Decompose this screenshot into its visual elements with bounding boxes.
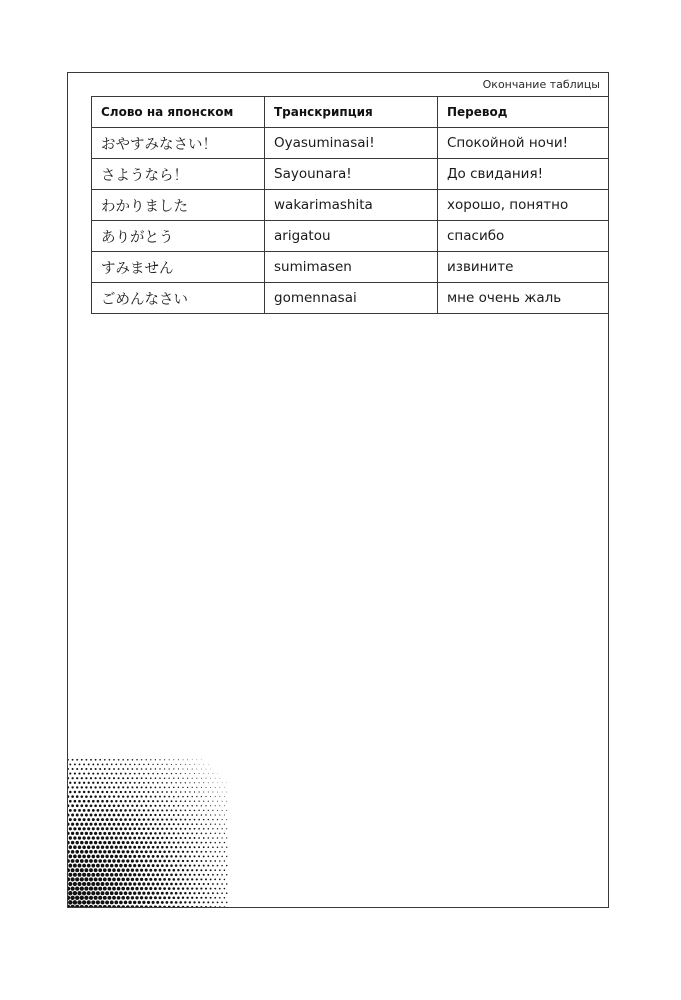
header-japanese-word: Слово на японском: [92, 97, 265, 128]
japanese-word-cell: おやすみなさい！: [92, 128, 265, 159]
halftone-dots-decoration: [68, 757, 228, 907]
translation-cell: извините: [438, 252, 610, 283]
page-frame: [67, 72, 609, 908]
translation-cell: Спокойной ночи!: [438, 128, 610, 159]
table-row: [92, 283, 610, 314]
table-row: [92, 221, 610, 252]
header-transcription: Транскрипция: [265, 97, 438, 128]
table-continuation-caption: Окончание таблицы: [482, 78, 600, 91]
translation-cell: спасибо: [438, 221, 610, 252]
vocabulary-table: [91, 96, 609, 314]
transcription-cell: arigatou: [265, 221, 438, 252]
transcription-cell: Oyasuminasai!: [265, 128, 438, 159]
table-row: [92, 190, 610, 221]
japanese-word-cell: ありがとう: [92, 221, 265, 252]
translation-cell: мне очень жаль: [438, 283, 610, 314]
translation-cell: хорошо, понятно: [438, 190, 610, 221]
table-row: [92, 128, 610, 159]
japanese-word-cell: さようなら！: [92, 159, 265, 190]
table-header-row: [92, 97, 610, 128]
transcription-cell: sumimasen: [265, 252, 438, 283]
japanese-word-cell: すみません: [92, 252, 265, 283]
table-row: [92, 252, 610, 283]
japanese-word-cell: ごめんなさい: [92, 283, 265, 314]
translation-cell: До свидания!: [438, 159, 610, 190]
table-row: [92, 159, 610, 190]
transcription-cell: gomennasai: [265, 283, 438, 314]
header-translation: Перевод: [438, 97, 610, 128]
transcription-cell: Sayounara!: [265, 159, 438, 190]
transcription-cell: wakarimashita: [265, 190, 438, 221]
japanese-word-cell: わかりました: [92, 190, 265, 221]
